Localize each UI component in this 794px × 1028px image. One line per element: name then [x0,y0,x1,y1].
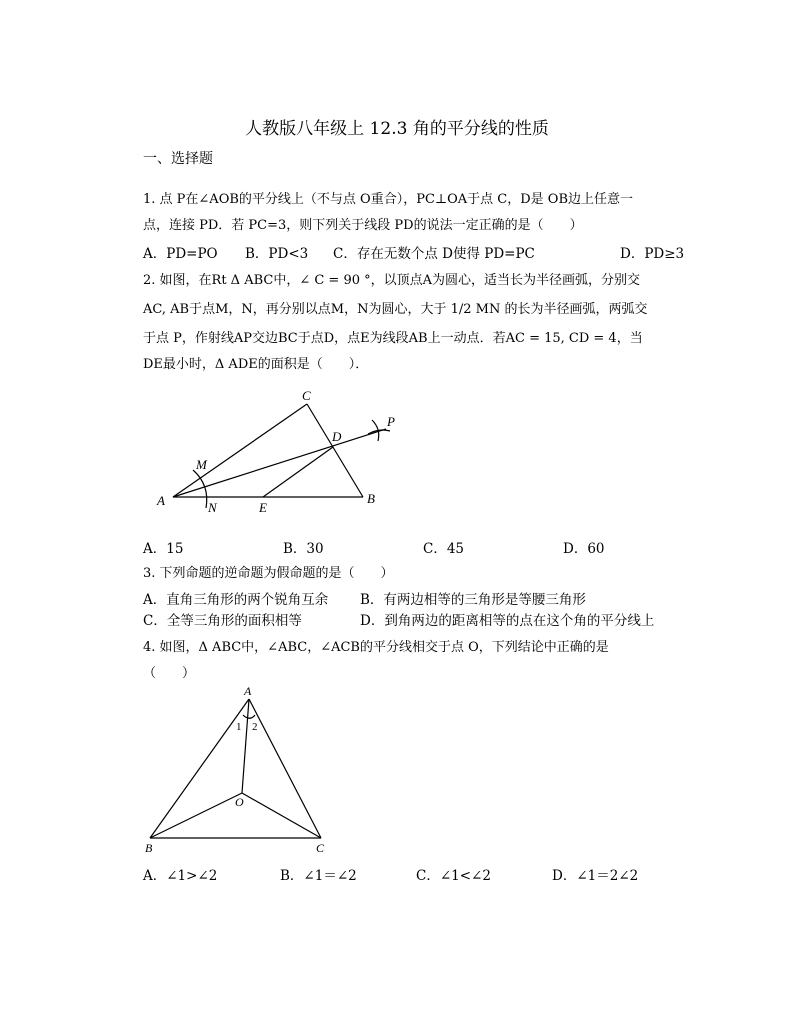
segment-cb [307,404,363,497]
q2-figure [150,385,400,520]
label-m: M [196,457,207,472]
q3-option-d: D．到角两边的距离相等的点在这个角的平分线上 [360,613,655,629]
label-angle-2: 2 [252,721,258,733]
q4-option-a: A．∠1>∠2 [143,868,218,884]
q4-option-c: C．∠1<∠2 [416,868,491,884]
label-c: C [316,841,325,855]
q2-stem-line2: AC, AB于点M，N，再分别以点M，N为圆心，大于 1/2 MN 的长为半径画弧，两弧交 [143,302,648,317]
q1-option-c: C．存在无数个点 D使得 PD=PC [333,246,535,262]
label-d: D [332,429,342,444]
page-title: 人教版八年级上 12.3 角的平分线的性质 [245,119,549,139]
q2-stem-line1: 2. 如图，在Rt Δ ABC中，∠ C = 90 °，以顶点A为圆心，适当长为半径画弧，分别交 [143,273,641,288]
label-a: A [157,493,165,508]
q3-option-a: A．直角三角形的两个锐角互余 [143,592,329,608]
q1-stem-line2: 点，连接 PD．若 PC=3，则下列关于线段 PD的说法一定正确的是（ ） [143,218,583,233]
segment-ac [173,404,307,497]
q4-figure [140,682,340,857]
label-c: C [302,388,311,403]
label-angle-1: 1 [236,721,242,733]
q4-stem-line1: 4. 如图，Δ ABC中，∠ABC，∠ACB的平分线相交于点 O，下列结论中正确的是 [143,640,609,655]
label-b: B [145,841,153,855]
q3-stem: 3. 下列命题的逆命题为假命题的是（ ） [143,566,394,581]
segment-de [263,447,333,497]
q2-option-c: C．45 [423,541,465,557]
q3-option-c: C．全等三角形的面积相等 [143,613,302,629]
segment-ao [242,699,249,793]
segment-bo [150,793,242,838]
q4-option-d: D．∠1＝2∠2 [552,868,639,884]
q4-stem-line2: （ ） [143,666,196,681]
label-n: N [208,500,217,515]
label-e: E [259,500,267,515]
q3-option-b: B．有两边相等的三角形是等腰三角形 [360,592,586,608]
q1-option-d: D．PD≥3 [620,246,685,262]
label-a: A [244,684,252,698]
q2-stem-line4: DE最小时，Δ ADE的面积是（ ）． [143,357,369,372]
section-heading: 一、选择题 [143,151,213,167]
angle-2-arc [248,715,255,718]
q1-option-a: A．PD=PO [143,246,218,262]
q2-option-b: B．30 [283,541,324,557]
q2-stem-line3: 于点 P，作射线AP交边BC于点D，点E为线段AB上一动点．若AC = 15, CD = 4，当 [143,331,643,346]
label-b: B [367,491,375,506]
q2-option-d: D．60 [563,541,605,557]
label-p: P [387,414,395,429]
q1-option-b: B．PD<3 [245,246,309,262]
q2-option-a: A．15 [143,541,184,557]
segment-ab [150,699,249,838]
label-o: O [235,795,244,809]
q4-option-b: B．∠1＝∠2 [280,868,357,884]
q1-stem-line1: 1. 点 P在∠AOB的平分线上（不与点 O重合），PC⊥OA于点 C，D是 OB边上任意一 [143,192,634,207]
